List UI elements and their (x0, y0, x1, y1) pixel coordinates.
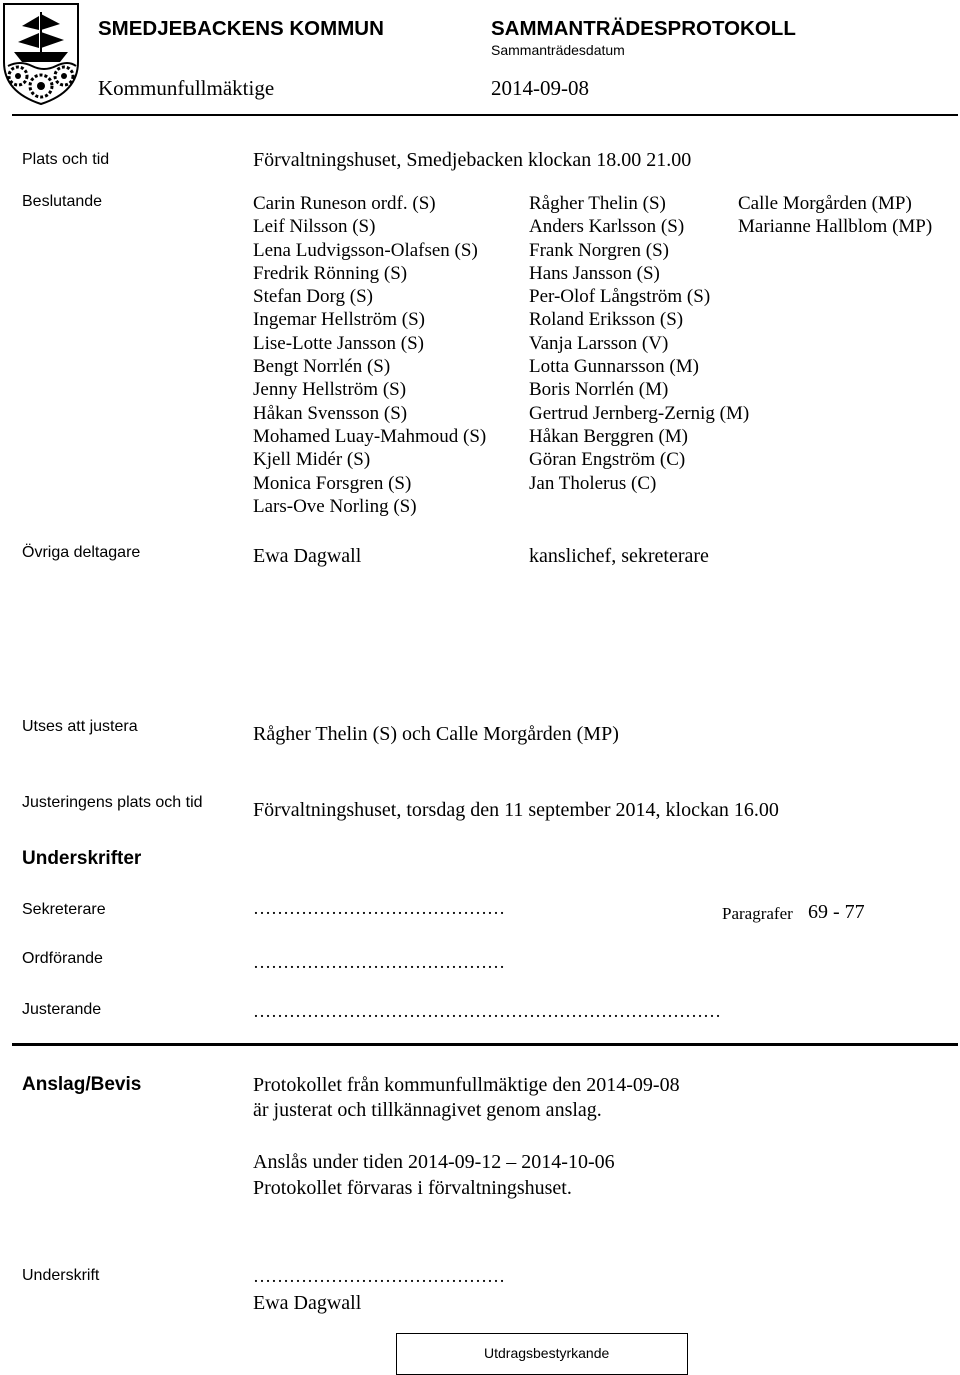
decision-makers-column-2 (529, 192, 749, 495)
member-name: Bengt Norrlén (S) (253, 356, 391, 378)
member-name: Anders Karlsson (S) (529, 216, 685, 238)
member-name: Jenny Hellström (S) (253, 379, 407, 401)
member-name: Vanja Larsson (V) (529, 332, 669, 354)
member-name: Jan Tholerus (C) (529, 472, 657, 494)
member-name: Lise-Lotte Jansson (S) (253, 332, 424, 354)
member-name: Håkan Berggren (M) (529, 425, 688, 447)
member-name: Boris Norrlén (M) (529, 379, 669, 401)
member-name: Hans Jansson (S) (529, 262, 660, 284)
signature-line: …………………………………… (253, 1266, 505, 1286)
member-name: Fredrik Rönning (S) (253, 262, 408, 284)
municipality-name: SMEDJEBACKENS KOMMUN (98, 17, 384, 40)
secretary-signature-line: …………………………………… (253, 898, 505, 918)
meeting-date-label: Sammanträdesdatum (491, 42, 625, 58)
header-divider (12, 114, 958, 116)
notice-heading: Anslag/Bevis (22, 1074, 142, 1095)
decision-makers-label: Beslutande (22, 193, 103, 210)
member-name: Stefan Dorg (S) (253, 286, 373, 308)
member-name: Calle Morgården (MP) (738, 193, 912, 214)
member-name: Kjell Midér (S) (253, 449, 371, 471)
decision-makers-column-1 (253, 192, 486, 518)
member-name: Mohamed Luay-Mahmoud (S) (253, 425, 487, 447)
adjuster-label: Justerande (22, 1001, 102, 1018)
member-name: Carin Runeson ordf. (S) (253, 193, 436, 214)
notice-line-2: är justerat och tillkännagivet genom anslag. (253, 1099, 602, 1121)
section-divider (12, 1043, 958, 1046)
venue-label: Plats och tid (22, 151, 110, 168)
member-name: Monica Forsgren (S) (253, 472, 412, 494)
participant-name: Ewa Dagwall (253, 545, 362, 567)
other-participants-label: Övriga deltagare (22, 544, 141, 561)
chairman-label: Ordförande (22, 950, 103, 967)
member-name: Marianne Hallblom (MP) (738, 216, 933, 238)
decision-makers-column-3 (738, 192, 932, 239)
venue-value: Förvaltningshuset, Smedjebacken klockan 18.00 21.00 (253, 149, 692, 171)
member-name: Lena Ludvigsson-Olafsen (S) (253, 239, 478, 261)
signer-name: Ewa Dagwall (253, 1292, 362, 1314)
member-name: Per-Olof Långström (S) (529, 286, 711, 308)
member-name: Ingemar Hellström (S) (253, 309, 426, 331)
paragraphs-value: 69 - 77 (808, 901, 865, 923)
member-name: Roland Eriksson (S) (529, 309, 684, 331)
adjusters-value: Rågher Thelin (S) och Calle Morgården (MP) (253, 723, 619, 745)
document-type: SAMMANTRÄDESPROTOKOLL (491, 17, 796, 40)
adjusters-label: Utses att justera (22, 718, 138, 735)
adjustment-place-value: Förvaltningshuset, torsdag den 11 september 2014, klockan 16.00 (253, 799, 779, 821)
committee-name: Kommunfullmäktige (98, 76, 275, 100)
chairman-signature-line: …………………………………… (253, 952, 505, 972)
participant-role: kanslichef, sekreterare (529, 545, 709, 567)
certification-label: Utdragsbestyrkande (484, 1345, 610, 1361)
member-name: Göran Engström (C) (529, 449, 686, 471)
notice-line-3: Anslås under tiden 2014-09-12 – 2014-10-06 (253, 1151, 615, 1173)
member-name: Frank Norgren (S) (529, 239, 670, 261)
adjuster-signature-line: …………………………………………………………………… (253, 1001, 721, 1021)
member-name: Lars-Ove Norling (S) (253, 495, 417, 517)
meeting-date: 2014-09-08 (491, 76, 589, 100)
member-name: Gertrud Jernberg-Zernig (M) (529, 402, 750, 424)
notice-line-1: Protokollet från kommunfullmäktige den 2014-09-08 (253, 1074, 680, 1096)
signatures-heading: Underskrifter (22, 848, 142, 869)
paragraphs-label: Paragrafer (722, 904, 793, 923)
secretary-label: Sekreterare (22, 901, 106, 918)
municipality-logo (0, 0, 82, 106)
member-name: Håkan Svensson (S) (253, 402, 408, 424)
member-name: Leif Nilsson (S) (253, 216, 376, 238)
signature-label: Underskrift (22, 1267, 100, 1284)
notice-line-4: Protokollet förvaras i förvaltningshuset. (253, 1177, 572, 1199)
member-name: Lotta Gunnarsson (M) (529, 356, 699, 378)
member-name: Rågher Thelin (S) (529, 193, 666, 214)
adjustment-place-label: Justeringens plats och tid (22, 794, 203, 811)
